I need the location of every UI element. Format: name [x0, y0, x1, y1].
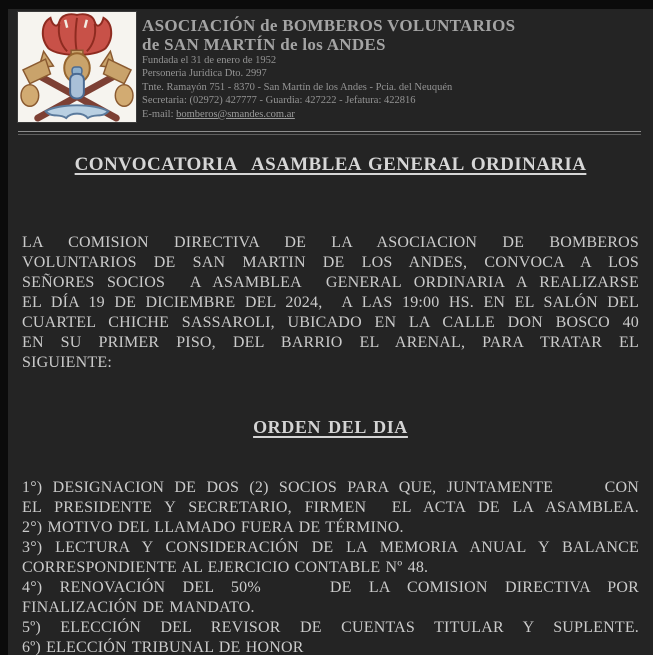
text-line: VOLUNTARIOS DE SAN MARTIN DE LOS ANDES, CONVOCA A LOS [22, 254, 639, 271]
address-line: Tnte. Ramayón 751 - 8370 - San Martín de los Andes - Pcia. del Neuquén [142, 81, 453, 93]
org-name-line1: ASOCIACIÓN de BOMBEROS VOLUNTARIOS [142, 16, 516, 35]
text-line: 3°) LECTURA Y CONSIDERACIÓN DE LA MEMORIA ANUAL Y BALANCE [22, 539, 639, 556]
letterhead [17, 11, 653, 125]
org-name-line2: de SAN MARTÍN de los ANDES [142, 35, 386, 54]
text-line: FINALIZACIÓN DE MANDATO. [22, 599, 255, 616]
legal-line: Personeria Juridica Dto. 2997 [142, 68, 267, 80]
founded-line: Fundada el 31 de enero de 1952 [142, 55, 277, 66]
convocation-paragraph [22, 233, 639, 373]
fire-brigade-emblem-icon [18, 12, 136, 122]
text-line: CORRESPONDIENTE AL EJERCICIO CONTABLE Nº 48. [22, 559, 429, 576]
document-page [8, 9, 653, 655]
orden-del-dia-heading: ORDEN DEL DIA [253, 417, 408, 437]
orden-del-dia-list [22, 478, 639, 655]
text-line: LA COMISION DIRECTIVA DE LA ASOCIACION DE BOMBEROS [22, 234, 639, 251]
text-line: 2°) MOTIVO DEL LLAMADO FUERA DE TÉRMINO. [22, 519, 404, 536]
logo [17, 11, 137, 123]
text-line: 5º) ELECCIÓN DEL REVISOR DE CUENTAS TITULAR Y SUPLENTE. [22, 619, 639, 636]
text-line: 6º) ELECCIÓN TRIBUNAL DE HONOR [22, 639, 304, 655]
email-label: E-mail: [142, 108, 174, 120]
document-title: CONVOCATORIA ASAMBLEA GENERAL ORDINARIA [74, 154, 587, 175]
text-line: 1°) DESIGNACION DE DOS (2) SOCIOS PARA QUE, JUNTAMENTE CON [22, 479, 639, 496]
letterhead-divider [18, 131, 641, 135]
text-line: EL PRESIDENTE Y SECRETARIO, FIRMEN EL ACTA DE LA ASAMBLEA. [22, 499, 639, 516]
text-line: CUARTEL CHICHE SASSAROLI, UBICADO EN LA CALLE DON BOSCO 40 [22, 314, 639, 331]
text-line: SEÑORES SOCIOS A ASAMBLEA GENERAL ORDINARIA A REALIZARSE [22, 274, 639, 291]
text-line: EN SU PRIMER PISO, DEL BARRIO EL ARENAL, PARA TRATAR EL [22, 334, 639, 351]
text-line: SIGUIENTE: [22, 354, 112, 371]
text-line: EL DÍA 19 DE DICIEMBRE DEL 2024, A LAS 19:00 HS. EN EL SALÓN DEL [22, 294, 639, 311]
email-link[interactable]: bomberos@smandes.com.ar [176, 108, 295, 120]
letterhead-text [142, 11, 653, 121]
email-line [142, 108, 653, 121]
text-line: 4°) RENOVACIÓN DEL 50% DE LA COMISION DIRECTIVA POR [22, 579, 639, 596]
phones-line: Secretaria: (02972) 427777 - Guardia: 427222 - Jefatura: 422816 [142, 95, 416, 107]
